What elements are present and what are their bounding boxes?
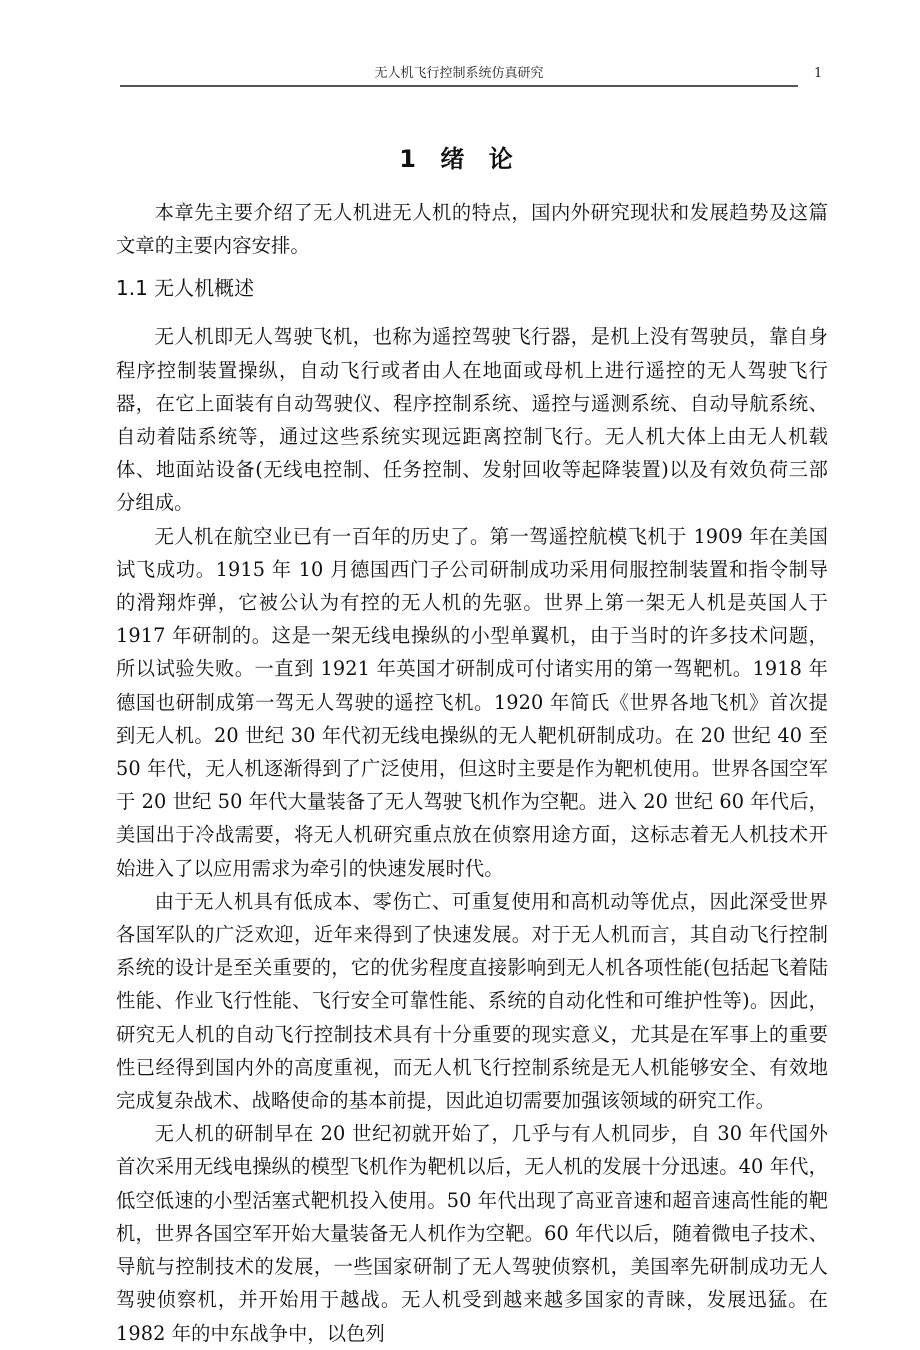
body-paragraph: 无人机在航空业已有一百年的历史了。第一驾遥控航模飞机于 1909 年在美国试飞成功。1915 年 10 月德国西门子公司研制成功采用伺服控制装置和指令制导的滑翔炸弹，它被公认为有控的无人机的先驱。世界上第一架无人机是英国人于 1917 年研制的。这是一架无线电操纵的小型单翼机，由于当时的许多技术问题，所以试验失败。一直到 1921 年英国才研制成可付诸实用的第一驾靶机。1918 年德国也研制成第一驾无人驾驶的遥控飞机。1920 年简氏《世界各地飞机》首次提到无人机。20 世纪 30 年代初无线电操纵的无人靶机研制成功。在 20 世纪 40 至 50 年代，无人机逐渐得到了广泛使用，但这时主要是作为靶机使用。世界各国空军于 20 世纪 50 年代大量装备了无人驾驶飞机作为空靶。进入 20 世纪 60 年代后，美国出于冷战需要，将无人机研究重点放在侦察用途方面，这标志着无人机技术开始进入了以应用需求为牵引的快速发展时代。 [116, 524, 828, 880]
document-body [116, 196, 828, 1350]
chapter-title: 1 绪 论 [399, 145, 521, 173]
page-number: 1 [814, 66, 823, 81]
body-paragraph: 由于无人机具有低成本、零伤亡、可重复使用和高机动等优点，因此深受世界各国军队的广泛欢迎，近年来得到了快速发展。对于无人机而言，其自动飞行控制系统的设计是至关重要的，它的优劣程度直接影响到无人机各项性能(包括起飞着陆性能、作业飞行性能、飞行安全可靠性能、系统的自动化性和可维护性等)。因此，研究无人机的自动飞行控制技术具有十分重要的现实意义，尤其是在军事上的重要性已经得到国内外的高度重视，而无人机飞行控制系统是无人机能够安全、有效地完成复杂战术、战略使命的基本前提，因此迫切需要加强该领域的研究工作。 [116, 889, 828, 1113]
body-paragraph: 无人机的研制早在 20 世纪初就开始了，几乎与有人机同步，自 30 年代国外首次采用无线电操纵的模型飞机作为靶机以后，无人机的发展十分迅速。40 年代，低空低速的小型活塞式靶机投入使用。50 年代出现了高亚音速和超音速高性能的靶机，世界各国空军开始大量装备无人机作为空靶。60 年代以后，随着微电子技术、导航与控制技术的发展，一些国家研制了无人驾驶侦察机，美国率先研制成功无人驾驶侦察机，并开始用于越战。无人机受到越来越多国家的青睐，发展迅猛。在 1982 年的中东战争中，以色列 [116, 1122, 828, 1345]
header-divider [120, 85, 798, 87]
running-header-title: 无人机飞行控制系统仿真研究 [374, 66, 544, 81]
body-paragraph: 无人机即无人驾驶飞机，也称为遥控驾驶飞行器，是机上没有驾驶员，靠自身程序控制装置操纵，自动飞行或者由人在地面或母机上进行遥控的无人驾驶飞行器，在它上面装有自动驾驶仪、程序控制系统、遥控与遥测系统、自动导航系统、自动着陆系统等，通过这些系统实现远距离控制飞行。无人机大体上由无人机载体、地面站设备(无线电控制、任务控制、发射回收等起降装置)以及有效负荷三部分组成。 [116, 325, 828, 515]
section-title-1-1: 1.1 无人机概述 [116, 276, 255, 301]
chapter-intro-paragraph: 本章先主要介绍了无人机进无人机的特点，国内外研究现状和发展趋势及这篇文章的主要内容安排。 [116, 201, 828, 258]
